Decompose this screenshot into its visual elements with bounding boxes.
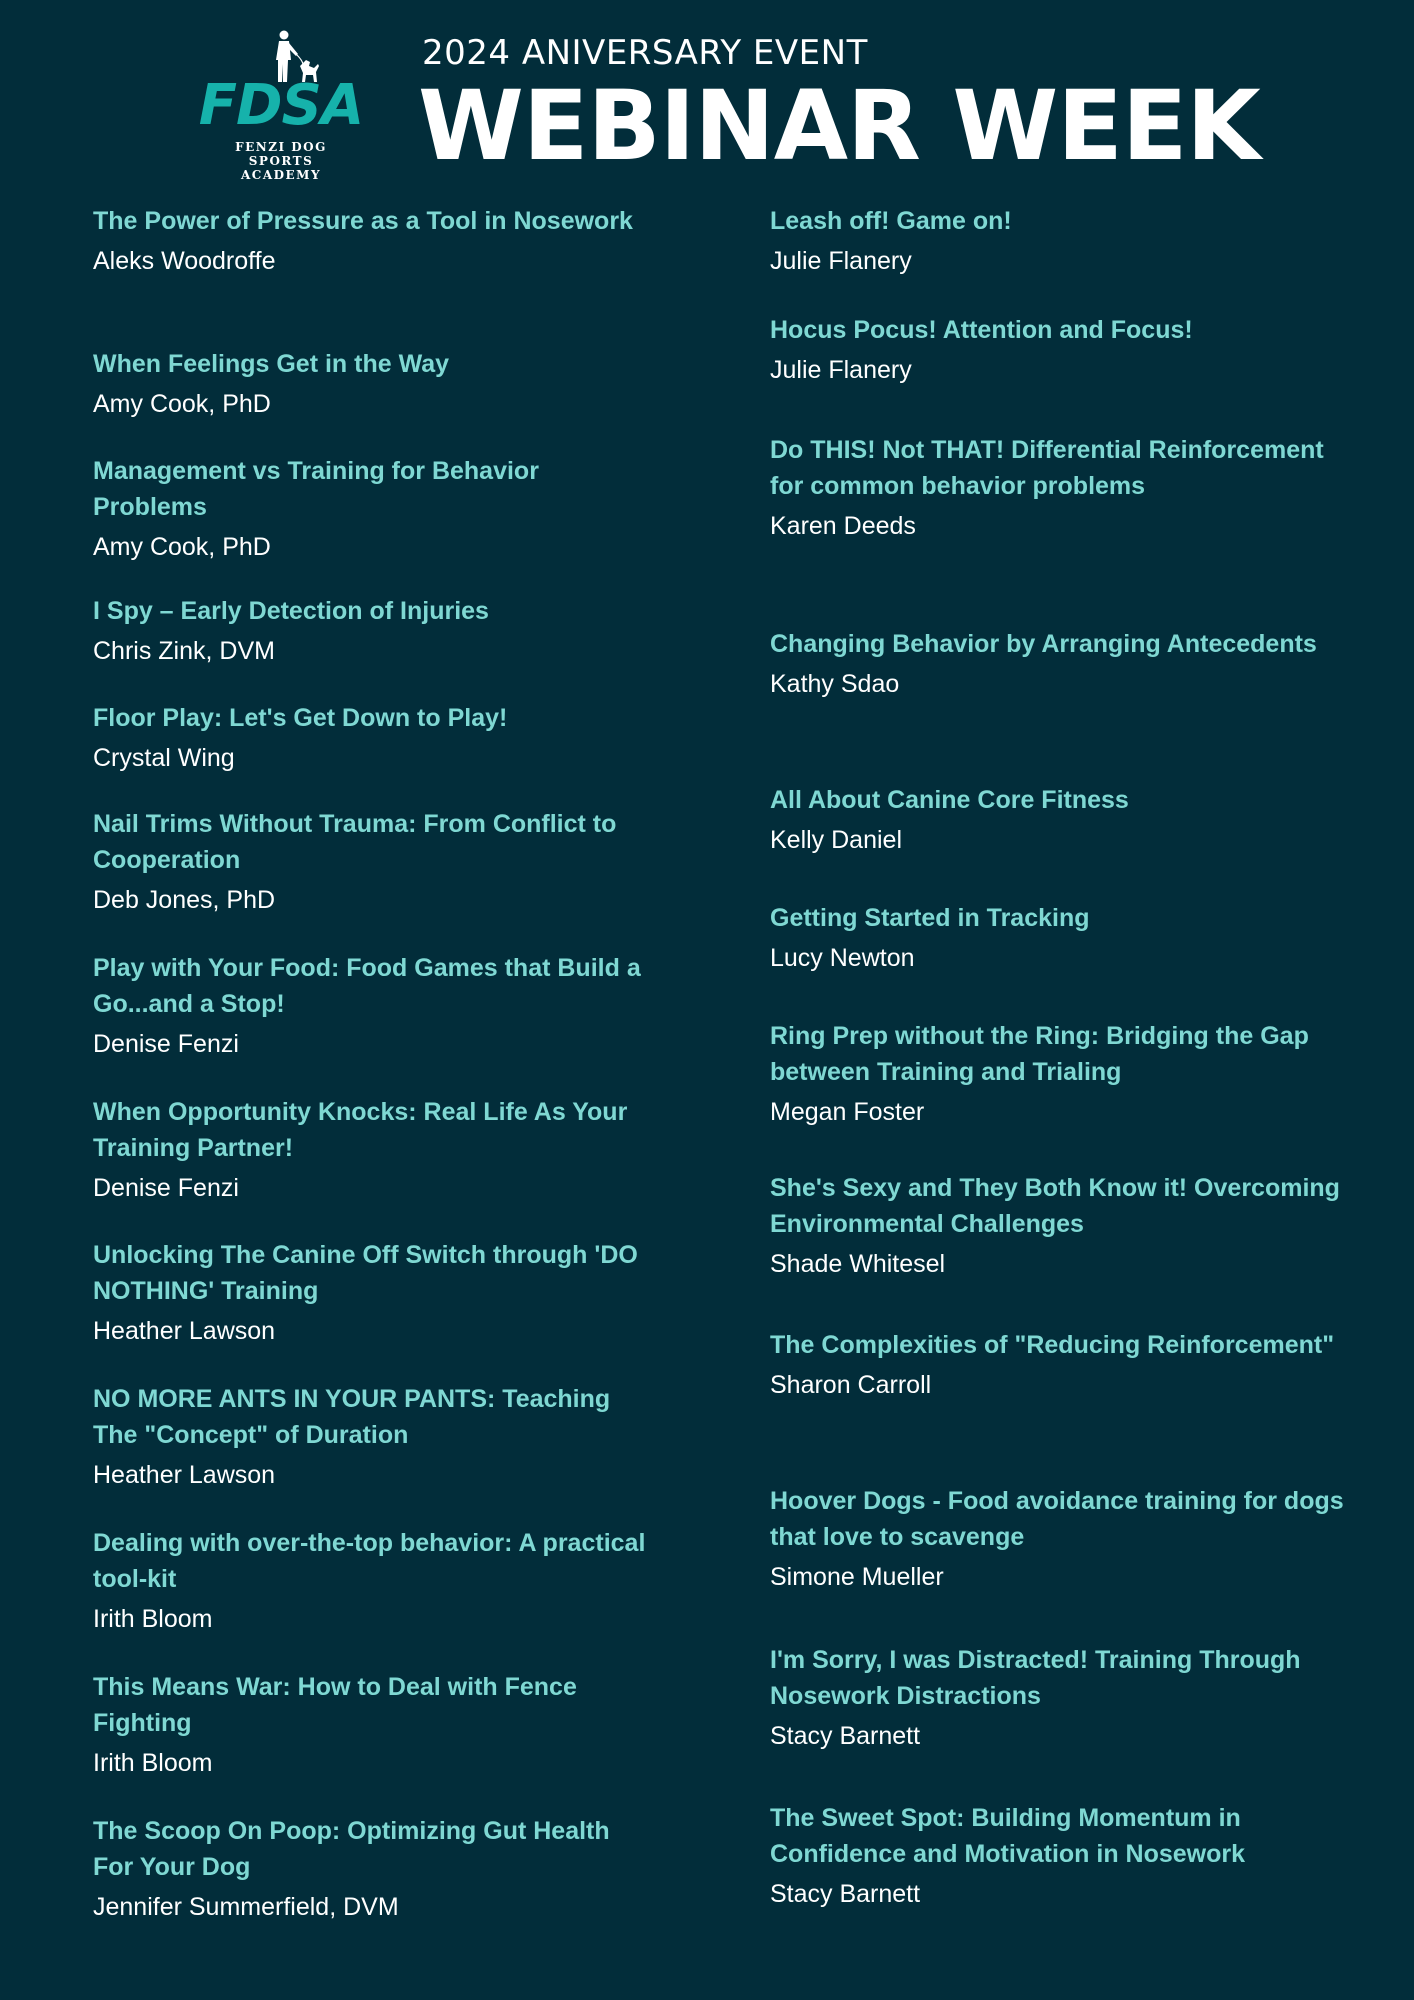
fdsa-logo	[190, 30, 380, 182]
session-title: She's Sexy and They Both Know it! Overcoming Environmental Challenges	[770, 1174, 1340, 1238]
logo-subtitle-text: FENZI DOG SPORTS ACADEMY	[235, 140, 327, 182]
session-speaker: Julie Flanery	[770, 247, 912, 275]
session-speaker: Irith Bloom	[93, 1749, 213, 1777]
session-title: Do THIS! Not THAT! Differential Reinforcement for common behavior problems	[770, 436, 1324, 500]
session-title: Hoover Dogs - Food avoidance training for dogs that love to scavenge	[770, 1487, 1344, 1551]
session-title: All About Canine Core Fitness	[770, 786, 1129, 814]
session-item	[93, 1669, 653, 1780]
session-item	[770, 1483, 1350, 1594]
session-speaker: Irith Bloom	[93, 1605, 213, 1633]
session-item	[93, 1381, 653, 1492]
session-title: Hocus Pocus! Attention and Focus!	[770, 316, 1193, 344]
session-item	[770, 203, 1012, 278]
session-title: Ring Prep without the Ring: Bridging the Gap between Training and Trialing	[770, 1022, 1309, 1086]
session-item	[770, 1018, 1350, 1129]
session-speaker: Jennifer Summerfield, DVM	[93, 1893, 399, 1921]
session-speaker: Amy Cook, PhD	[93, 390, 271, 418]
session-item	[770, 432, 1350, 543]
session-speaker: Karen Deeds	[770, 512, 916, 540]
session-title: Leash off! Game on!	[770, 207, 1012, 235]
session-speaker: Crystal Wing	[93, 744, 235, 772]
session-item	[93, 950, 653, 1061]
session-speaker: Heather Lawson	[93, 1317, 276, 1345]
session-speaker: Lucy Newton	[770, 944, 915, 972]
session-speaker: Heather Lawson	[93, 1461, 276, 1489]
session-speaker: Amy Cook, PhD	[93, 533, 271, 561]
session-title: The Sweet Spot: Building Momentum in Confidence and Motivation in Nosework	[770, 1804, 1246, 1868]
session-item	[770, 782, 1129, 857]
session-title: This Means War: How to Deal with Fence Fighting	[93, 1673, 577, 1737]
session-speaker: Chris Zink, DVM	[93, 637, 275, 665]
logo-wordmark: FDSA	[198, 73, 364, 138]
session-item	[770, 1800, 1350, 1911]
session-item	[770, 312, 1193, 387]
session-title: Play with Your Food: Food Games that Build a Go...and a Stop!	[93, 954, 641, 1018]
session-speaker: Shade Whitesel	[770, 1250, 946, 1278]
session-title: When Opportunity Knocks: Real Life As Your Training Partner!	[93, 1098, 628, 1162]
session-title: The Power of Pressure as a Tool in Nosework	[93, 207, 633, 235]
session-item	[770, 1642, 1350, 1753]
session-item	[93, 453, 653, 564]
session-title: Getting Started in Tracking	[770, 904, 1090, 932]
session-item	[93, 1094, 653, 1205]
session-item	[93, 346, 449, 421]
session-speaker: Deb Jones, PhD	[93, 886, 276, 914]
session-item	[93, 700, 507, 775]
session-speaker: Denise Fenzi	[93, 1174, 239, 1202]
session-speaker: Megan Foster	[770, 1098, 925, 1126]
session-speaker: Simone Mueller	[770, 1563, 944, 1591]
session-title: NO MORE ANTS IN YOUR PANTS: Teaching The "Concept" of Duration	[93, 1385, 611, 1449]
session-title: The Complexities of "Reducing Reinforcement"	[770, 1331, 1335, 1359]
session-title: I'm Sorry, I was Distracted! Training Through Nosework Distractions	[770, 1646, 1301, 1710]
session-title: Changing Behavior by Arranging Antecedents	[770, 630, 1317, 658]
session-speaker: Kathy Sdao	[770, 670, 900, 698]
session-item	[93, 1813, 653, 1924]
session-title: Floor Play: Let's Get Down to Play!	[93, 704, 508, 732]
session-title: Unlocking The Canine Off Switch through 'DO NOTHING' Training	[93, 1241, 638, 1305]
session-item	[93, 1525, 653, 1636]
session-speaker: Stacy Barnett	[770, 1722, 921, 1750]
session-item	[93, 1237, 653, 1348]
session-title: Dealing with over-the-top behavior: A practical tool-kit	[93, 1529, 646, 1593]
session-item	[770, 1327, 1334, 1402]
session-item	[93, 593, 489, 668]
page-title: WEBINAR WEEK	[418, 70, 1260, 182]
session-item	[770, 900, 1090, 975]
session-title: Management vs Training for Behavior Problems	[93, 457, 539, 521]
session-speaker: Aleks Woodroffe	[93, 247, 276, 275]
session-speaker: Kelly Daniel	[770, 826, 903, 854]
session-item	[770, 1170, 1350, 1281]
session-speaker: Denise Fenzi	[93, 1030, 239, 1058]
logo-subtitle	[190, 140, 372, 182]
session-item	[770, 626, 1317, 701]
session-item	[93, 203, 633, 278]
session-title: The Scoop On Poop: Optimizing Gut Health For Your Dog	[93, 1817, 610, 1881]
session-title: I Spy – Early Detection of Injuries	[93, 597, 489, 625]
session-speaker: Sharon Carroll	[770, 1371, 932, 1399]
session-speaker: Julie Flanery	[770, 356, 912, 384]
session-title: When Feelings Get in the Way	[93, 350, 450, 378]
event-subtitle: 2024 ANIVERSARY EVENT	[422, 33, 868, 73]
session-title: Nail Trims Without Trauma: From Conflict to Cooperation	[93, 810, 617, 874]
session-item	[93, 806, 653, 917]
header	[0, 0, 1414, 180]
session-speaker: Stacy Barnett	[770, 1880, 921, 1908]
